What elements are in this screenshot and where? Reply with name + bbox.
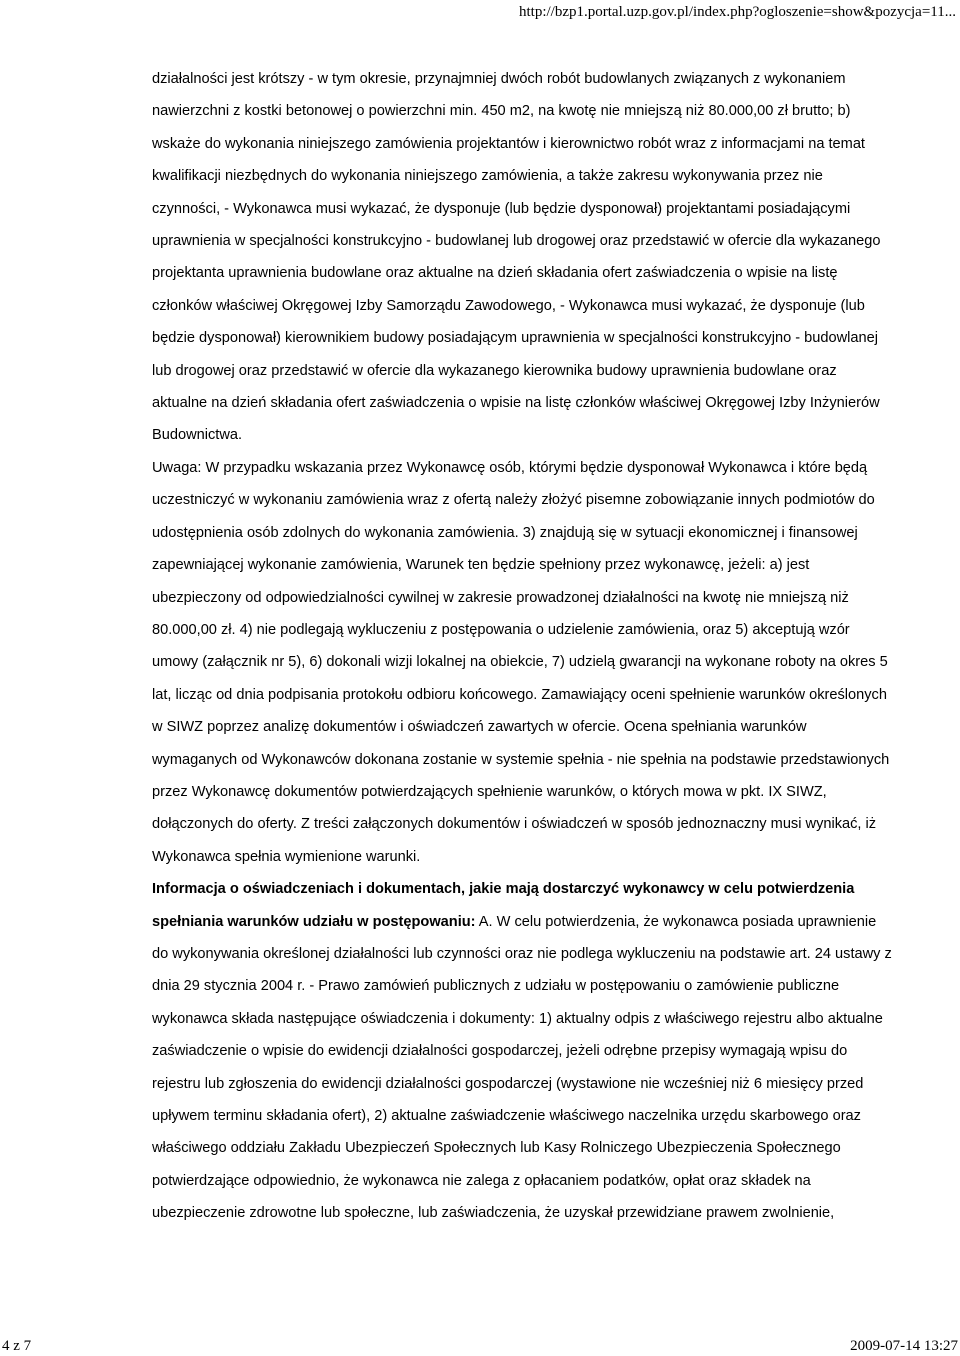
print-datetime: 2009-07-14 13:27 (850, 1338, 958, 1354)
paragraph-2: Uwaga: W przypadku wskazania przez Wykonawcę osób, którymi będzie dysponował Wykonawca i które będą uczestniczyć w wykonaniu zamówienia wraz z ofertą należy złożyć pisemne zobowiązanie innych podmiotów do udostępnienia osób zdolnych do wykonania zamówienia. 3) znajdują się w sytuacji ekonomicznej i finansowej zapewniającej wykonanie zamówienia, Warunek ten będzie spełniony przez wykonawcę, jeżeli: a) jest ubezpieczony od odpowiedzialności cywilnej w zakresie prowadzonej działalności na kwotę nie mniejszą niż 80.000,00 zł. 4) nie podlegają wykluczeniu z postępowania o udzielenie zamówienia, oraz 5) akceptują wzór umowy (załącznik nr 5), 6) dokonali wizji lokalnej na obiekcie, 7) udzielą gwarancji na wykonane roboty na okres 5 lat, licząc od dnia podpisania protokołu odbioru końcowego. Zamawiający oceni spełnienie warunków określonych w SIWZ poprzez analizę dokumentów i oświadczeń zawartych w ofercie. Ocena spełniania warunków wymaganych od Wykonawców dokonana zostanie w systemie spełnia - nie spełnia na podstawie przedstawionych przez Wykonawcę dokumentów potwierdzających spełnienie warunków, o których mowa w pkt. IX SIWZ, dołączonych do oferty. Z treści załączonych dokumentów i oświadczeń w sposób jednoznaczny musi wynikać, iż Wykonawca spełnia wymienione warunki. (152, 459, 890, 865)
page-number: 4 z 7 (2, 1338, 32, 1354)
paragraph-1: działalności jest krótszy - w tym okresie, przynajmniej dwóch robót budowlanych związanych z wykonaniem nawierzchni z kostki betonowej o powierzchni min. 450 m2, na kwotę nie mniejszą niż 80.000,00 zł brutto; b) wskaże do wykonania niniejszego zamówienia projektantów i kierownictwo robót wraz z informacjami na temat kwalifikacji niezbędnych do wykonania niniejszego zamówienia, a także zakresu wykonywania przez nie czynności, - Wykonawca musi wykazać, że dysponuje (lub będzie dysponował) projektantami posiadającymi uprawnienia w specjalności konstrukcyjno - budowlanej lub drogowej oraz przedstawić w ofercie dla wykazanego projektanta uprawnienia budowlane oraz aktualne na dzień składania ofert zaświadczenia o wpisie na listę członków właściwej Okręgowej Izby Samorządu Zawodowego, - Wykonawca musi wykazać, że dysponuje (lub będzie dysponował) kierownikiem budowy posiadającym uprawnienia w specjalności konstrukcyjno - budowlanej lub drogowej oraz przedstawić w ofercie dla wykazanego kierownika budowy uprawnienia budowlane oraz aktualne na dzień składania ofert zaświadczenia o wpisie na listę członków właściwej Okręgowej Izby Inżynierów Budownictwa. (152, 71, 881, 444)
paragraph-3 (152, 873, 892, 1229)
paragraph-3-text: A. W celu potwierdzenia, że wykonawca posiada uprawnienie do wykonywania określonej działalności lub czynności oraz nie podlega wykluczeniu na podstawie art. 24 ustawy z dnia 29 stycznia 2004 r. - Prawo zamówień publicznych z udziału w postępowaniu o zamówienie publiczne wykonawca składa następujące oświadczenia i dokumenty: 1) aktualny odpis z właściwego rejestru albo aktualne zaświadczenie o wpisie do ewidencji działalności gospodarczej, jeżeli odrębne przepisy wymagają wpisu do rejestru lub zgłoszenia do ewidencji działalności gospodarczej (wystawione nie wcześniej niż 6 miesięcy przed upływem terminu składania ofert), 2) aktualne zaświadczenie właściwego naczelnika urzędu skarbowego oraz właściwego oddziału Zakładu Ubezpieczeń Społecznych lub Kasy Rolniczego Ubezpieczenia Społecznego potwierdzające odpowiednio, że wykonawca nie zalega z opłacaniem podatków, opłat oraz składek na ubezpieczenie zdrowotne lub społeczne, lub zaświadczenia, że uzyskał przewidziane prawem zwolnienie, (152, 913, 892, 1222)
page-url-header: http://bzp1.portal.uzp.gov.pl/index.php?ogloszenie=show&pozycja=11... (519, 4, 956, 20)
section-heading: Informacja o oświadczeniach i dokumentach, jakie mają dostarczyć wykonawcy w celu potwierdzenia spełniania warunków udziału w postępowaniu: (152, 881, 855, 930)
document-body (152, 63, 892, 1230)
